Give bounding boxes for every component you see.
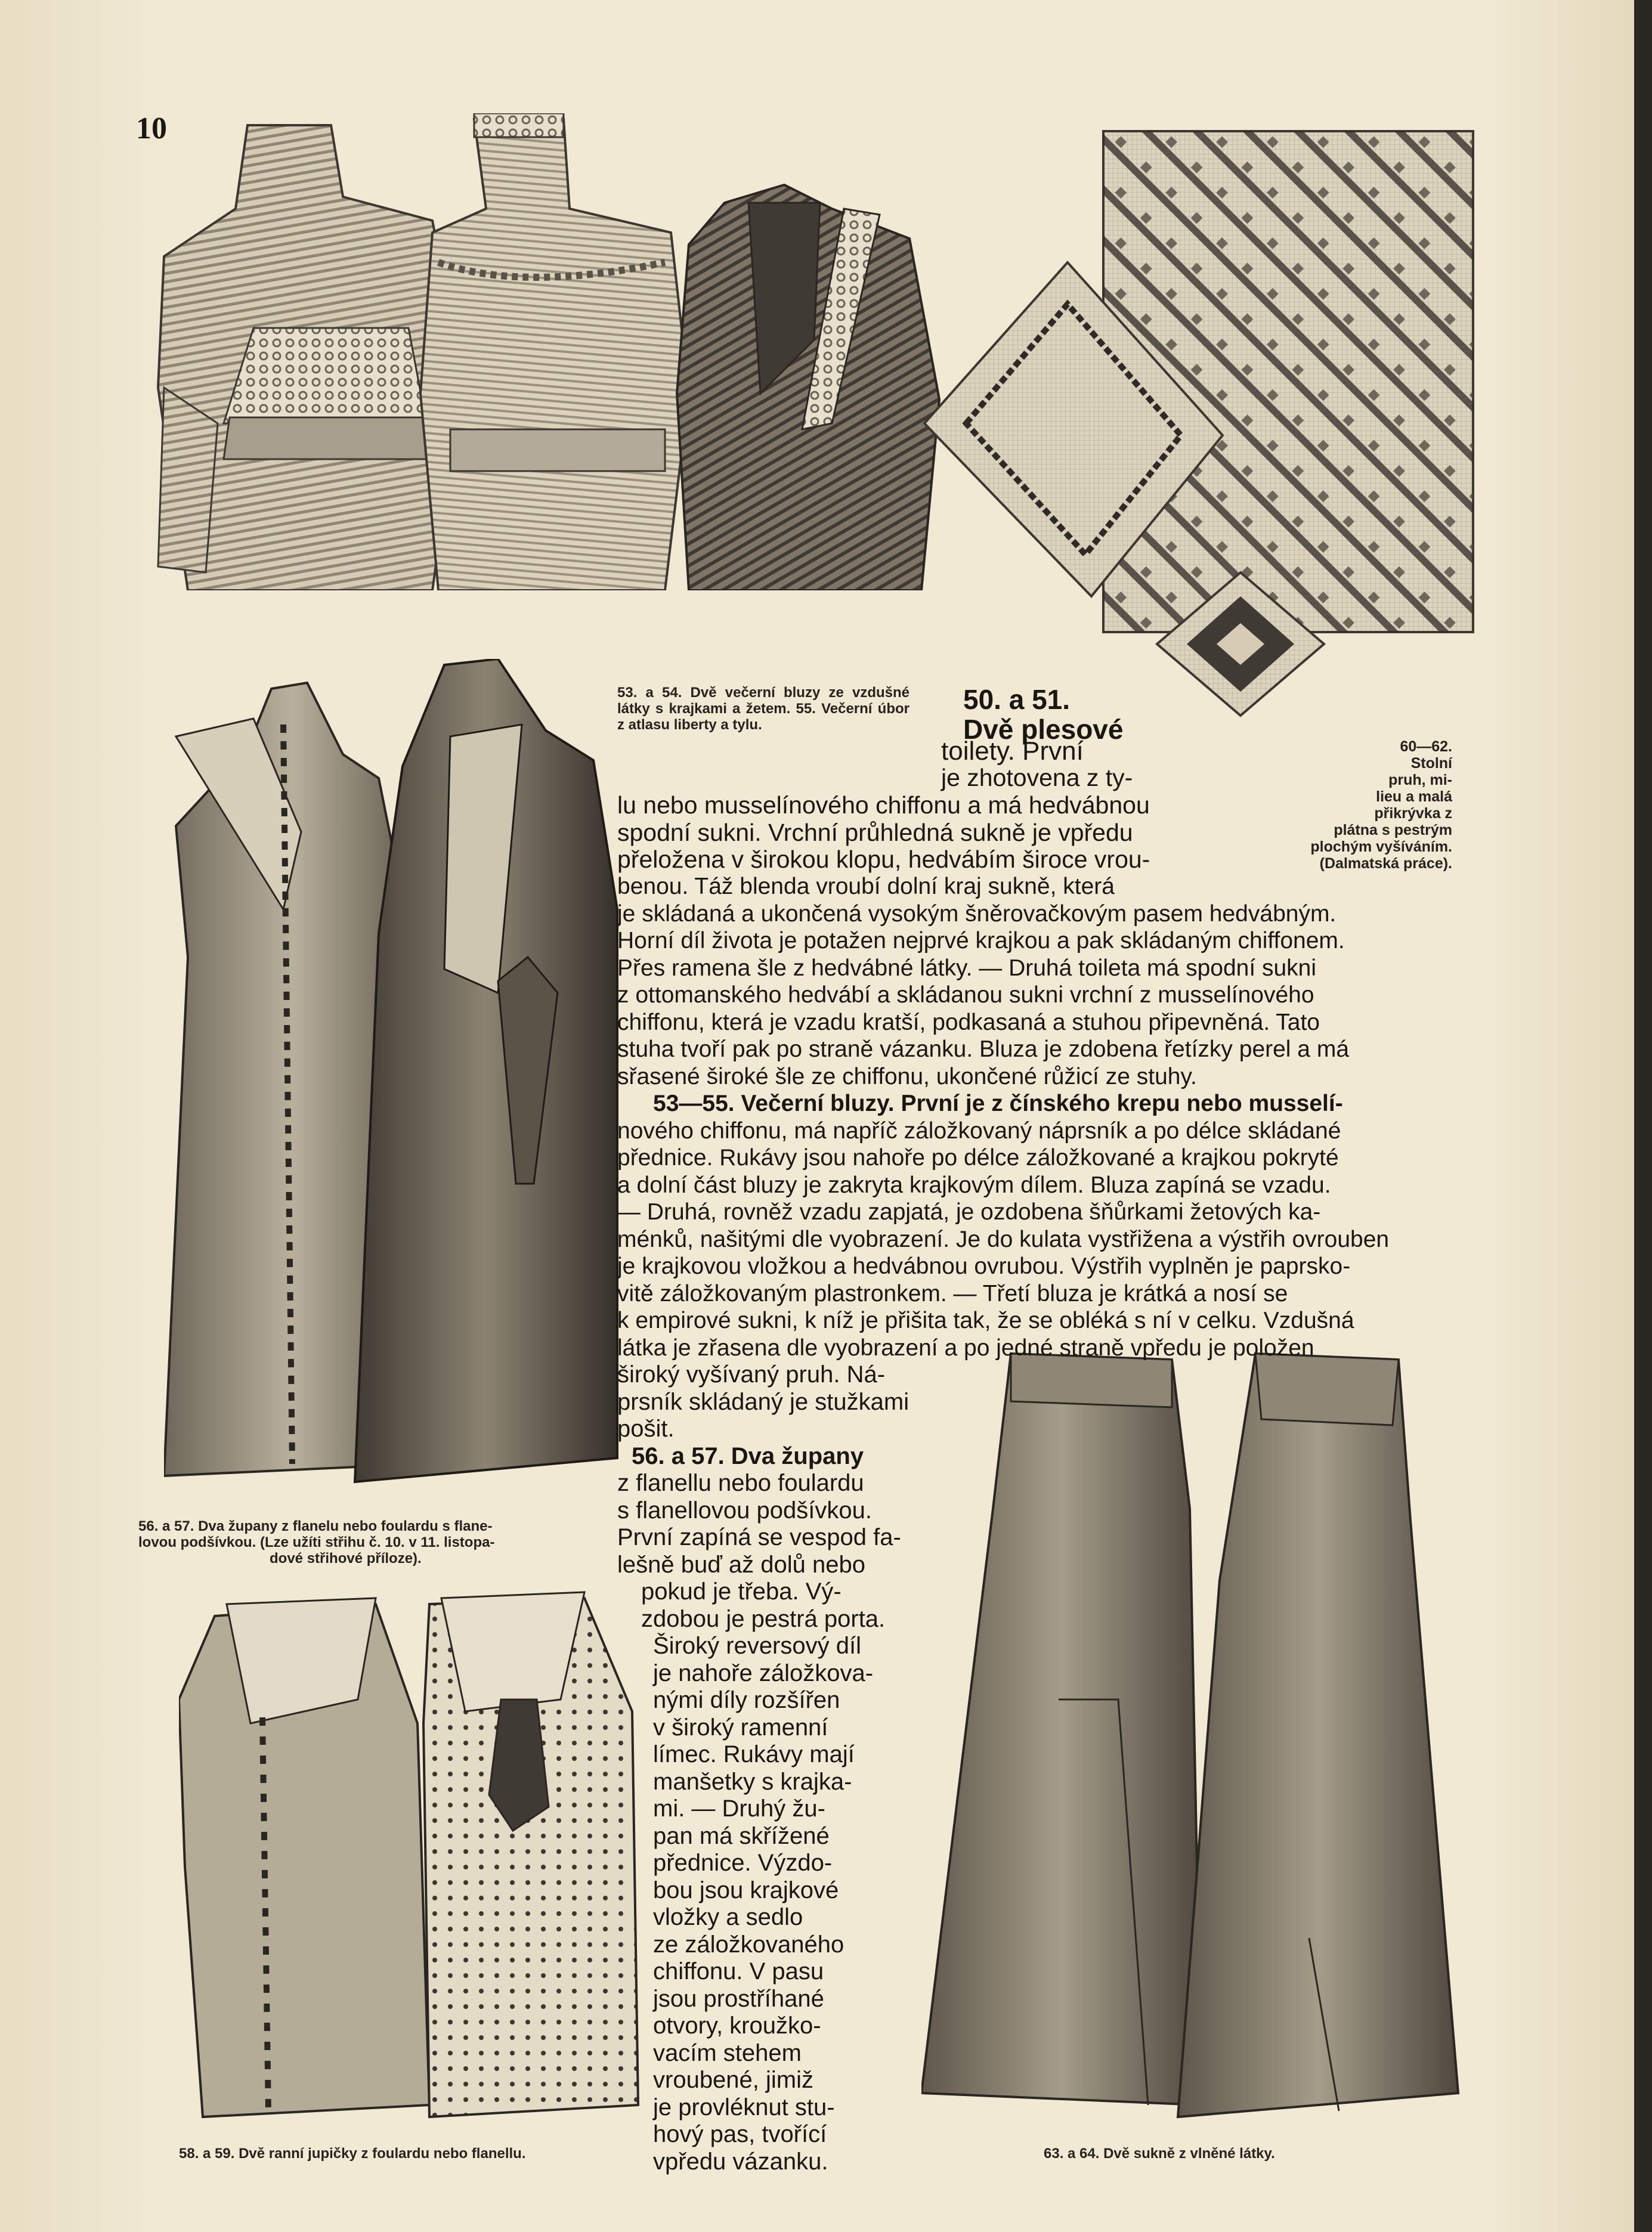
article-line: široký vyšívaný pruh. Ná- bbox=[617, 1361, 886, 1388]
caption-dressing-gowns: 56. a 57. Dva župany z flanelu nebo foulardu s flane- lovou podšívkou. (Lze užíti střihu č. 10. v 11. listopa- dové střihové příloze). bbox=[138, 1518, 495, 1567]
article-line: jsou prostříhané bbox=[653, 1985, 824, 2012]
article-line: přednice. Výzdo- bbox=[653, 1850, 833, 1876]
article-line: límec. Rukávy mají bbox=[653, 1741, 855, 1767]
caption-tablecloth-number: 60—62. bbox=[1400, 738, 1452, 755]
article-line: vpředu vázanku. bbox=[653, 2148, 828, 2175]
article-line: prsník skládaný je stužkami bbox=[617, 1388, 909, 1415]
morning-jackets-illustration bbox=[179, 1580, 644, 2135]
article-line: Široký reversový díl bbox=[653, 1633, 861, 1659]
article-line: ze záložkovaného bbox=[653, 1931, 844, 1958]
article-line: vložky a sedlo bbox=[653, 1904, 803, 1930]
article-line: je provléknut stu- bbox=[653, 2094, 835, 2120]
article-line: v široký ramenní bbox=[653, 1714, 828, 1741]
article-heading: 50. a 51. Dvě plesové bbox=[963, 684, 1124, 745]
article-line: chiffonu, která je vzadu kratší, podkasaná a stuhou připevněná. Tato bbox=[617, 1009, 1320, 1035]
article-line: vroubené, jimiž bbox=[653, 2067, 814, 2093]
article-section-heading-gowns: 56. a 57. Dva župany bbox=[632, 1442, 864, 1469]
article-line: a dolní část bluzy je zakryta krajkovým dílem. Bluza zapíná se vzadu. bbox=[617, 1172, 1331, 1198]
article-section-heading-blouses: 53—55. Večerní bluzy. První je z čínského krepu nebo musselí- bbox=[653, 1091, 1343, 1116]
page-binding-edge bbox=[1634, 0, 1652, 2232]
article-line: Horní díl života je potažen nejprvé krajkou a pak skládaným chiffonem. bbox=[617, 928, 1345, 954]
article-body-full bbox=[617, 873, 1452, 1361]
evening-blouses-illustration bbox=[152, 113, 948, 590]
article-line: Přes ramena šle z hedvábné látky. — Druhá toileta má spodní sukni bbox=[617, 955, 1317, 981]
caption-morning-jackets: 58. a 59. Dvě ranní jupičky z foulardu nebo flanellu. bbox=[179, 2146, 526, 2162]
article-line: je skládaná a ukončená vysokým šněrovačkovým pasem hedvábným. bbox=[617, 900, 1337, 927]
article-line: lešně buď až dolů nebo bbox=[617, 1551, 866, 1578]
article-line: z flanellu nebo foulardu bbox=[617, 1470, 864, 1496]
article-line: je nahoře záložkova- bbox=[653, 1660, 874, 1686]
article-line: — Druhá, rovněž vzadu zapjatá, je ozdobena šňůrkami žetových ka- bbox=[617, 1199, 1321, 1225]
article-line: nými díly rozšířen bbox=[653, 1687, 840, 1713]
article-line: První zapíná se vespod fa- bbox=[617, 1524, 901, 1550]
embroidered-tablecloth-illustration bbox=[912, 125, 1509, 728]
article-line: pokud je třeba. Vý- bbox=[641, 1578, 842, 1605]
page-number: 10 bbox=[136, 112, 167, 146]
article-line: manšetky s krajka- bbox=[653, 1768, 852, 1795]
article-line: nového chiffonu, má napříč záložkovaný náprsník a po délce skládané bbox=[617, 1117, 1341, 1144]
article-line: chiffonu. V pasu bbox=[653, 1958, 824, 1985]
article-line: mi. — Druhý žu- bbox=[653, 1795, 825, 1822]
wool-skirts-illustration bbox=[921, 1342, 1464, 2123]
article-line: stuha tvoří pak po straně vázanku. Bluza je zdobena řetízky perel a má bbox=[617, 1036, 1350, 1062]
article-line-toilety: toilety. První bbox=[941, 736, 1084, 766]
article-line: pan má skřížené bbox=[653, 1822, 830, 1849]
article-line: benou. Táž blenda vroubí dolní kraj sukně, která bbox=[617, 874, 1115, 899]
article-line: hový pas, tvořící bbox=[653, 2121, 827, 2147]
article-lines-intro: lu nebo musselínového chiffonu a má hedvábnou spodní sukni. Vrchní průhledná sukně je vpředu přeložena v širokou klopu, hedvábím široce vrou- bbox=[617, 791, 1150, 873]
article-line: sřasené široké šle ze chiffonu, ukončené růžicí ze stuhy. bbox=[617, 1063, 1197, 1089]
article-line: bou jsou krajkové bbox=[653, 1877, 839, 1903]
article-line: s flanellovou podšívkou. bbox=[617, 1497, 872, 1524]
caption-evening-blouses: 53. a 54. Dvě večerní bluzy ze vzdušné látky s krajkami a žetem. 55. Večerní úbor z atlasu liberty a tylu. bbox=[617, 685, 909, 733]
article-line: ménků, našitými dle vyobrazení. Je do kulata vystřižena a výstřih ovrouben bbox=[617, 1226, 1390, 1252]
article-line: pošit. bbox=[617, 1416, 675, 1442]
caption-wool-skirts: 63. a 64. Dvě sukně z vlněné látky. bbox=[1044, 2146, 1275, 2162]
article-body-narrow bbox=[617, 1361, 951, 2175]
article-line: otvory, kroužko- bbox=[653, 2013, 821, 2039]
article-line-zhotovena: je zhotovena z ty- bbox=[941, 764, 1133, 791]
article-line: přednice. Rukávy jsou nahoře po délce záložkované a krajkou pokryté bbox=[617, 1145, 1339, 1171]
article-line: je krajkovou vložkou a hedvábnou ovrubou. Výstřih vyplněn je paprsko- bbox=[617, 1253, 1351, 1279]
article-line: vacím stehem bbox=[653, 2039, 802, 2066]
caption-tablecloth: 60—62. Stolní pruh, mi- lieu a malá přikrývka z plátna s pestrým plochým vyšíváním. (Dalmatská práce). bbox=[1273, 738, 1452, 872]
article-line: k empirové sukni, k níž je přišita tak, že se obléká s ní v celku. Vzdušná bbox=[617, 1308, 1354, 1333]
article-line: zdobou je pestrá porta. bbox=[641, 1605, 886, 1632]
article-line: látka je zřasena dle vyobrazení a po jedné straně vpředu je položen bbox=[617, 1335, 1314, 1361]
article-line: vitě záložkovaným plastronkem. — Třetí bluza je krátká a nosí se bbox=[617, 1280, 1288, 1307]
article-line: z ottomanského hedvábí a skládanou sukni vrchní z musselínového bbox=[617, 982, 1314, 1008]
